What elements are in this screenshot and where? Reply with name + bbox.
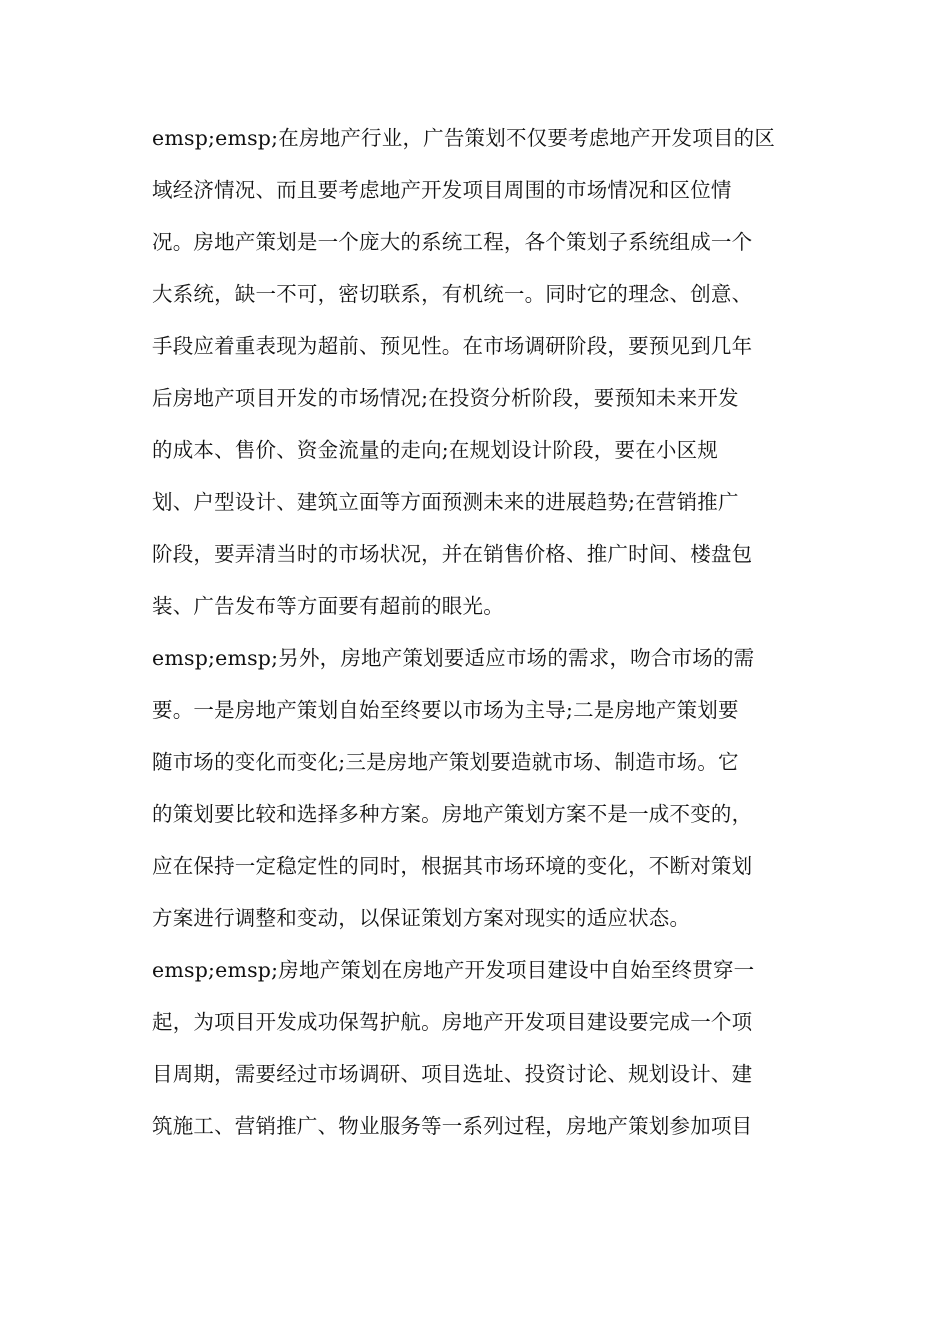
text-line: 域经济情况、而且要考虑地产开发项目周围的市场情况和区位情	[152, 178, 732, 202]
text-line: 手段应着重表现为超前、预见性。在市场调研阶段，要预见到几年	[152, 334, 753, 358]
text-line: 况。房地产策划是一个庞大的系统工程，各个策划子系统组成一个	[152, 230, 753, 254]
text-line: 起，为项目开发成功保驾护航。房地产开发项目建设要完成一个项	[152, 1010, 753, 1034]
text-line: emsp;emsp;在房地产行业，广告策划不仅要考虑地产开发项目的区	[152, 126, 776, 150]
text-line: 随市场的变化而变化;三是房地产策划要造就市场、制造市场。它	[152, 750, 739, 774]
text-line: 划、户型设计、建筑立面等方面预测未来的进展趋势;在营销推广	[152, 490, 739, 514]
text-line: 大系统，缺一不可，密切联系，有机统一。同时它的理念、创意、	[152, 282, 753, 306]
text-line: 后房地产项目开发的市场情况;在投资分析阶段，要预知未来开发	[152, 386, 739, 410]
text-line: 的策划要比较和选择多种方案。房地产策划方案不是一成不变的，	[152, 802, 753, 826]
text-line: 筑施工、营销推广、物业服务等一系列过程，房地产策划参加项目	[152, 1114, 753, 1138]
text-line: 的成本、售价、资金流量的走向;在规划设计阶段，要在小区规	[152, 438, 719, 462]
text-line: emsp;emsp;另外，房地产策划要适应市场的需求，吻合市场的需	[152, 646, 755, 670]
text-line: 阶段，要弄清当时的市场状况，并在销售价格、推广时间、楼盘包	[152, 542, 753, 566]
text-line: 方案进行调整和变动，以保证策划方案对现实的适应状态。	[152, 906, 691, 930]
text-line: 要。一是房地产策划自始至终要以市场为主导;二是房地产策划要	[152, 698, 739, 722]
text-line: 目周期，需要经过市场调研、项目选址、投资讨论、规划设计、建	[152, 1062, 753, 1086]
body-text	[152, 112, 812, 1152]
text-line: emsp;emsp;房地产策划在房地产开发项目建设中自始至终贯穿一	[152, 958, 755, 982]
text-line: 装、广告发布等方面要有超前的眼光。	[152, 594, 504, 618]
text-line: 应在保持一定稳定性的同时，根据其市场环境的变化，不断对策划	[152, 854, 753, 878]
